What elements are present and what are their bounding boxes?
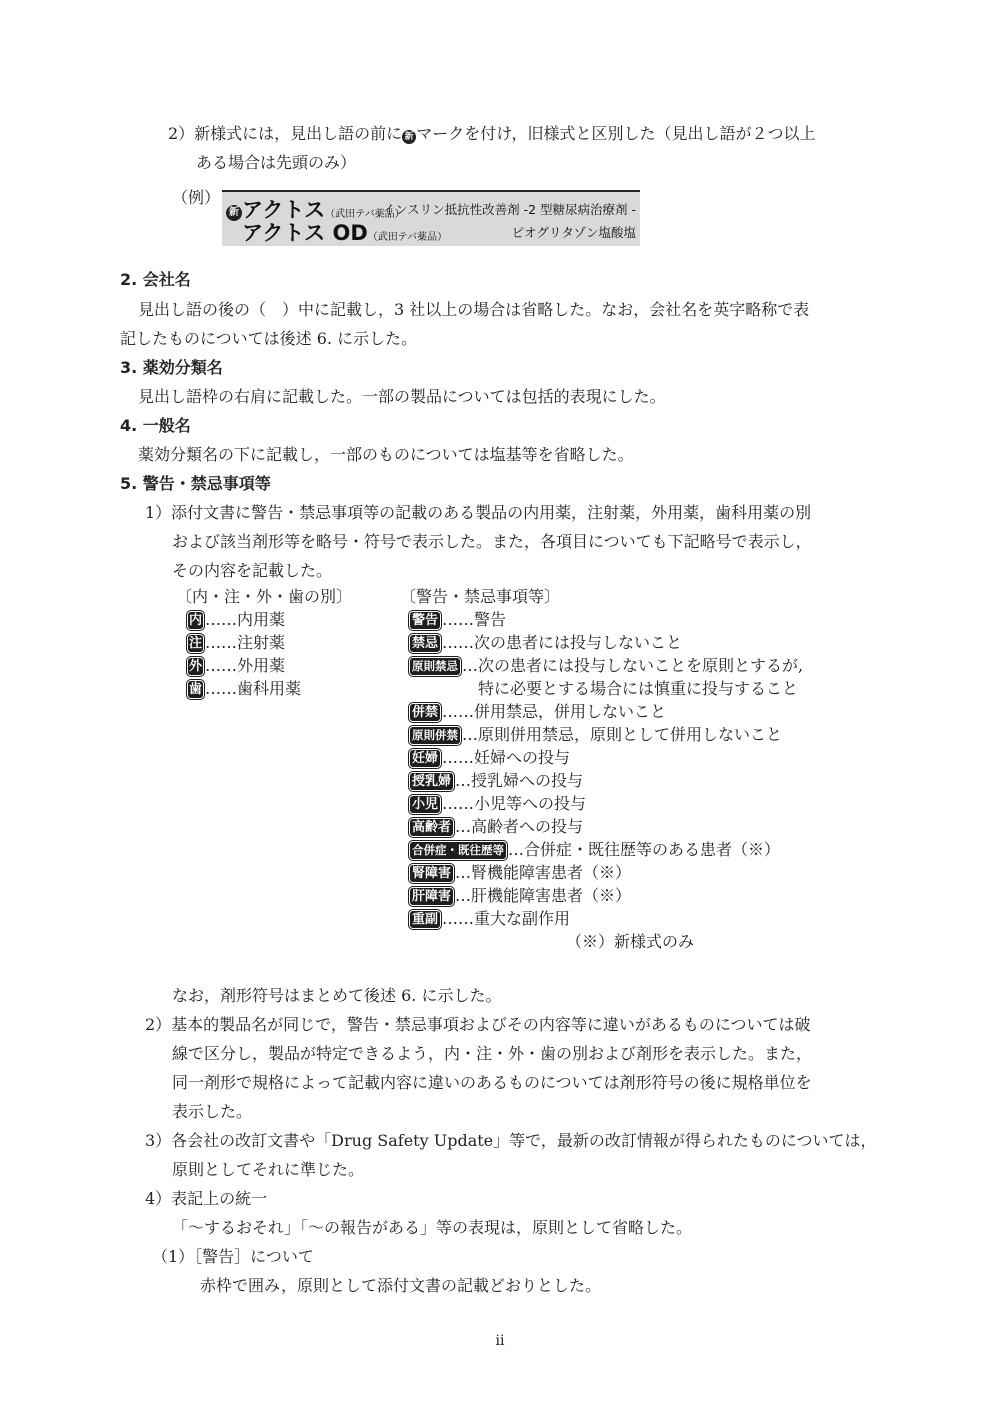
route-text: ……注射薬 <box>205 633 286 652</box>
sec5-item3-line1: 3）各会社の改訂文書や「Drug Safety Update」等で，最新の改訂情報が得られたものについては， <box>145 1131 877 1150</box>
sec5-item1-line2: および該当剤形等を略号・符号で表示した。また，各項目についても下記略号で表示し， <box>172 532 812 551</box>
sec5-note: なお，剤形符号はまとめて後述 6. に示した。 <box>172 986 502 1005</box>
route-header: 〔内・注・外・歯の別〕 <box>176 587 353 606</box>
route-text: ……歯科用薬 <box>205 679 302 698</box>
item2-line1-pre: 2）新様式には，見出し語の前に <box>168 124 403 143</box>
warn-badge: 併禁 <box>412 705 439 720</box>
sec5-item1-line3: その内容を記載した。 <box>172 561 333 580</box>
warn-badge: 重副 <box>412 912 439 927</box>
warn-text: …授乳婦への投与 <box>455 771 584 790</box>
warn-text: ……併用禁忌，併用しないこと <box>442 702 667 721</box>
route-row <box>186 656 285 676</box>
warn-row-continued: 特に必要とする場合には慎重に投与すること <box>478 679 799 698</box>
warn-text: ……次の患者には投与しないこと <box>442 633 683 652</box>
warn-row <box>408 656 803 676</box>
sec2-line2: 記したものについては後述 6. に示した。 <box>120 329 418 348</box>
warn-badge: 高齢者 <box>412 820 452 835</box>
example-generic: ピオグリタゾン塩酸塩 <box>511 225 636 240</box>
warn-row <box>408 702 666 722</box>
warn-badge: 妊婦 <box>412 751 439 766</box>
warn-row <box>408 771 583 791</box>
example-label: （例） <box>172 188 221 207</box>
sec3-heading: 3. 薬効分類名 <box>120 358 223 377</box>
example-drug2-name: アクトス OD <box>242 221 368 245</box>
sec5-item4-sub1-text: 赤枠で囲み，原則として添付文書の記載どおりとした。 <box>200 1276 601 1295</box>
warn-row <box>408 748 570 768</box>
warn-badge: 合併症・既往歴等 <box>412 843 504 857</box>
warn-badge: 原則併禁 <box>412 728 458 742</box>
warn-badge: 原則禁忌 <box>412 659 458 673</box>
warn-text: ……重大な副作用 <box>442 909 571 928</box>
sec5-item2-line3: 同一剤形で規格によって記載内容に違いのあるものについては剤形符号の後に規格単位を <box>172 1073 812 1092</box>
sec4-line1: 薬効分類名の下に記載し，一部のものについては塩基等を省略した。 <box>138 445 634 464</box>
item2-line1 <box>168 124 816 144</box>
route-row <box>186 679 301 699</box>
sec5-item1-line1: 1）添付文書に警告・禁忌事項等の記載のある製品の内用薬，注射薬，外用薬，歯科用薬の別 <box>145 503 812 522</box>
sec5-heading: 5. 警告・禁忌事項等 <box>120 474 271 493</box>
warn-text: …合併症・既往歴等のある患者（※） <box>508 840 781 859</box>
note-new-only: （※）新様式のみ <box>566 932 695 951</box>
warn-text: …次の患者には投与しないことを原則とするが, <box>462 656 804 675</box>
route-row <box>186 610 285 630</box>
sec5-item2-line2: 線で区分し，製品が特定できるよう，内・注・外・歯の別および剤形を表示した。また， <box>172 1044 813 1063</box>
route-badge: 歯 <box>188 682 202 697</box>
warn-badge: 腎障害 <box>412 866 452 881</box>
new-mark-icon: 新 <box>226 205 242 221</box>
new-mark-icon: 新 <box>402 130 416 144</box>
route-badge: 注 <box>188 636 202 651</box>
warn-text: ……妊婦への投与 <box>442 748 571 767</box>
warn-badge: 肝障害 <box>412 889 452 904</box>
warn-badge: 禁忌 <box>412 636 439 651</box>
warn-text: ……警告 <box>442 610 507 629</box>
warn-text: ……小児等への投与 <box>442 794 587 813</box>
warn-row <box>408 794 586 814</box>
sec5-item3-line2: 原則としてそれに準じた。 <box>172 1160 365 1179</box>
item2-line1-post: マークを付け，旧様式と区別した（見出し語が２つ以上 <box>416 124 816 143</box>
sec5-item2-line4: 表示した。 <box>172 1102 253 1121</box>
warn-badge: 小児 <box>412 797 439 812</box>
example-category: インスリン抵抗性改善剤 -2 型糖尿病治療剤 - <box>382 202 636 217</box>
sec3-line1: 見出し語枠の右肩に記載した。一部の製品については包括的表現にした。 <box>138 387 666 406</box>
item2-line2: ある場合は先頭のみ） <box>196 153 357 172</box>
sec5-item4-sub1-heading: （1）［警告］について <box>152 1247 314 1266</box>
warn-text: …肝機能障害患者（※） <box>455 886 632 905</box>
route-row <box>186 633 285 653</box>
example-drug2 <box>242 221 447 250</box>
sec2-heading: 2. 会社名 <box>120 270 191 289</box>
warn-row <box>408 725 782 745</box>
route-text: ……内用薬 <box>205 610 286 629</box>
warn-row <box>408 633 682 653</box>
warn-row <box>408 886 631 906</box>
example-box <box>222 190 640 246</box>
sec5-item4-line1: 4）表記上の統一 <box>145 1189 268 1208</box>
example-drug1-name: アクトス <box>242 198 326 222</box>
page-number: ii <box>495 1333 505 1349</box>
sec5-item2-line1: 2）基本的製品名が同じで，警告・禁忌事項およびその内容等に違いがあるものについては破 <box>145 1015 811 1034</box>
warn-text: …原則併用禁忌，原則として併用しないこと <box>462 725 783 744</box>
route-badge: 内 <box>188 613 202 628</box>
route-text: ……外用薬 <box>205 656 286 675</box>
warn-text: …高齢者への投与 <box>455 817 584 836</box>
route-badge: 外 <box>188 659 202 674</box>
warn-header: 〔警告・禁忌事項等〕 <box>400 587 561 606</box>
warn-row <box>408 840 780 860</box>
warn-text: …腎機能障害患者（※） <box>455 863 632 882</box>
warn-row <box>408 817 583 837</box>
sec5-item4-line2: 「～するおそれ」「～の報告がある」等の表現は，原則として省略した。 <box>172 1218 693 1237</box>
warn-row <box>408 610 506 630</box>
warn-badge: 授乳婦 <box>412 774 452 789</box>
warn-row <box>408 863 631 883</box>
example-drug1-company: （武田テバ薬品） <box>325 209 405 220</box>
warn-badge: 警告 <box>412 613 439 628</box>
sec2-line1: 見出し語の後の（ ）中に記載し，3 社以上の場合は省略した。なお，会社名を英字略称で表 <box>138 300 810 319</box>
sec4-heading: 4. 一般名 <box>120 416 191 435</box>
warn-row <box>408 909 570 929</box>
example-drug2-company: （武田テバ薬品） <box>367 232 448 243</box>
